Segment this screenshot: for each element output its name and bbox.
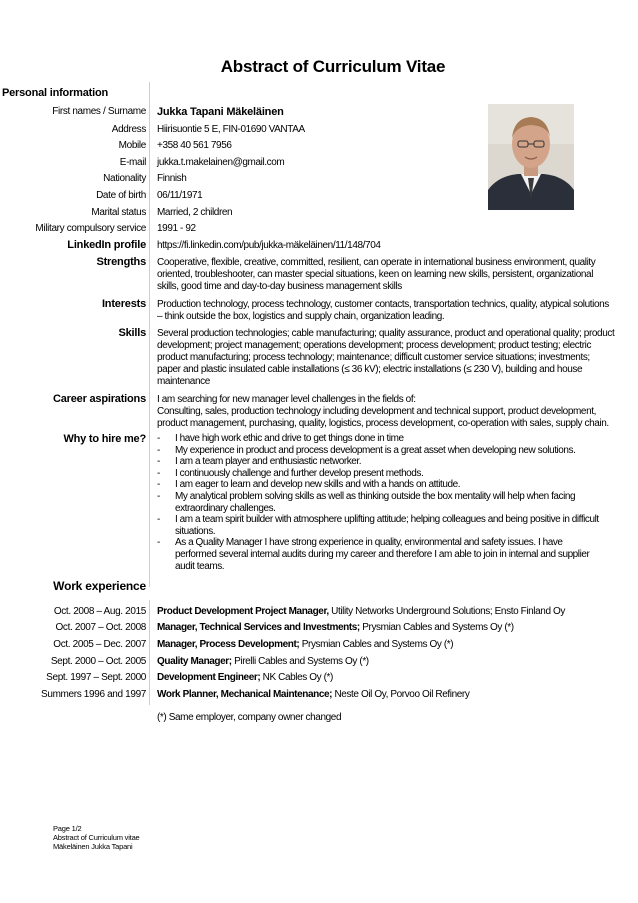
value-strengths-3: skills, good time and day-to-day business management skills (157, 281, 402, 292)
value-military-service: 1991 - 92 (157, 223, 196, 234)
work-employer: Prysmian Cables and Systems Oy (*) (299, 639, 454, 650)
work-role: Product Development Project Manager, (157, 606, 329, 617)
work-period: Oct. 2008 – Aug. 2015 (53, 606, 146, 617)
label-military-service: Military compulsory service (35, 223, 146, 234)
label-strengths: Strengths (96, 256, 146, 268)
work-entry (157, 622, 514, 634)
column-divider-work (149, 600, 150, 705)
label-linkedin: LinkedIn profile (67, 239, 146, 251)
work-period: Oct. 2007 – Oct. 2008 (55, 622, 146, 633)
value-skills-5: maintenance (157, 376, 210, 387)
footer-page-number: Page 1/2 (53, 824, 82, 833)
value-mobile: +358 40 561 7956 (157, 140, 232, 151)
value-skills-3: product manufacturing; process technology; maintenance; difficult customer service situations; investments; (157, 352, 590, 363)
label-career-aspirations: Career aspirations (53, 393, 146, 405)
portrait-image (488, 104, 574, 210)
why-hire-list (157, 433, 602, 572)
label-name: First names / Surname (52, 106, 146, 117)
label-interests: Interests (101, 298, 146, 310)
value-skills-1: Several production technologies; cable manufacturing; quality assurance, product and operational quality; product (157, 328, 615, 339)
work-entry (157, 639, 453, 651)
list-item: - I am a team player and enthusiastic networker. (157, 456, 602, 468)
label-address: Address (111, 124, 146, 135)
work-period: Oct. 2005 – Dec. 2007 (53, 639, 146, 650)
list-item: - As a Quality Manager I have strong experience in quality, environmental and safety issues. I have performed several internal audits during my career and therefore I am able to join in internal and supplier audit teams. (157, 537, 602, 572)
work-note: (*) Same employer, company owner changed (157, 712, 342, 723)
page-title: Abstract of Curriculum Vitae (220, 57, 446, 76)
value-interests-2: – think outside the box, logistics and supply chain, organization leading. (157, 311, 445, 322)
page-footer (53, 824, 140, 851)
label-email: E-mail (119, 157, 146, 168)
value-career-3: product management, purchasing, quality, logistics, process development, co-operation with sales, supply chain. (157, 418, 609, 429)
value-interests-1: Production technology, process technology, customer contacts, transportation technics, quality, atypical solutions (157, 299, 609, 310)
list-item: - I am a team spirit builder with atmosphere uplifting attitude; helping colleagues and being positive in difficult situations. (157, 514, 602, 537)
section-work-experience: Work experience (53, 579, 146, 593)
work-employer: Prysmian Cables and Systems Oy (*) (359, 622, 514, 633)
label-skills: Skills (118, 327, 146, 339)
work-role: Development Engineer; (157, 672, 261, 683)
value-name: Jukka Tapani Mäkeläinen (157, 106, 284, 118)
work-period: Sept. 2000 – Oct. 2005 (50, 656, 146, 667)
work-role: Quality Manager; (157, 656, 232, 667)
work-role: Manager, Process Development; (157, 639, 300, 650)
value-strengths-2: oriented, troubleshooter, can master special situations, keen on learning new skills, persistent, organizational (157, 269, 594, 280)
value-marital-status: Married, 2 children (157, 207, 233, 218)
work-employer: Utility Networks Underground Solutions; Ensto Finland Oy (328, 606, 565, 617)
value-address: Hiirisuontie 5 E, FIN-01690 VANTAA (157, 124, 305, 135)
work-role: Work Planner, Mechanical Maintenance; (157, 689, 333, 700)
list-item: - I continuously challenge and further develop present methods. (157, 468, 602, 480)
section-personal-information: Personal information (2, 87, 109, 99)
column-divider (149, 82, 150, 587)
work-entry (157, 606, 565, 618)
label-why-hire: Why to hire me? (63, 433, 146, 445)
work-entry (157, 689, 469, 701)
work-employer: Pirelli Cables and Systems Oy (*) (231, 656, 369, 667)
work-employer: NK Cables Oy (*) (260, 672, 333, 683)
list-item: - My analytical problem solving skills as well as thinking outside the box mentality will help when facing extraordinary challenges. (157, 491, 602, 514)
value-date-of-birth: 06/11/1971 (157, 190, 203, 201)
value-career-1: I am searching for new manager level challenges in the fields of: (157, 394, 416, 405)
value-skills-4: paper and plastic insulated cable installations (≤ 36 kV); electric installations (≤ 230 V), building and house (157, 364, 583, 375)
value-career-2: Consulting, sales, production technology including development and technical support, product development, (157, 406, 597, 417)
footer-author: Mäkeläinen Jukka Tapani (53, 842, 133, 851)
work-role: Manager, Technical Services and Investments; (157, 622, 360, 633)
value-email[interactable]: jukka.t.makelainen@gmail.com (157, 157, 285, 168)
value-nationality: Finnish (157, 173, 187, 184)
work-period: Sept. 1997 – Sept. 2000 (46, 672, 146, 683)
value-linkedin[interactable]: https://fi.linkedin.com/pub/jukka-mäkeläinen/11/148/704 (157, 240, 381, 251)
work-entry (157, 656, 369, 668)
label-mobile: Mobile (118, 140, 146, 151)
value-strengths-1: Cooperative, flexible, creative, committed, resilient, can operate in international business environment, quality (157, 257, 596, 268)
work-entry (157, 672, 333, 684)
profile-photo (488, 104, 574, 210)
label-date-of-birth: Date of birth (96, 190, 146, 201)
footer-doc-title: Abstract of Curriculum vitae (53, 833, 140, 842)
value-skills-2: development; project management; operations development; process development; product testing; electric (157, 340, 592, 351)
label-marital-status: Marital status (91, 207, 146, 218)
list-item: - I have high work ethic and drive to get things done in time (157, 433, 602, 445)
work-employer: Neste Oil Oy, Porvoo Oil Refinery (332, 689, 470, 700)
list-item: - I am eager to learn and develop new skills and with a hands on attitude. (157, 479, 602, 491)
work-period: Summers 1996 and 1997 (41, 689, 146, 700)
list-item: - My experience in product and process development is a great asset when developing new solutions. (157, 445, 602, 457)
label-nationality: Nationality (103, 173, 146, 184)
